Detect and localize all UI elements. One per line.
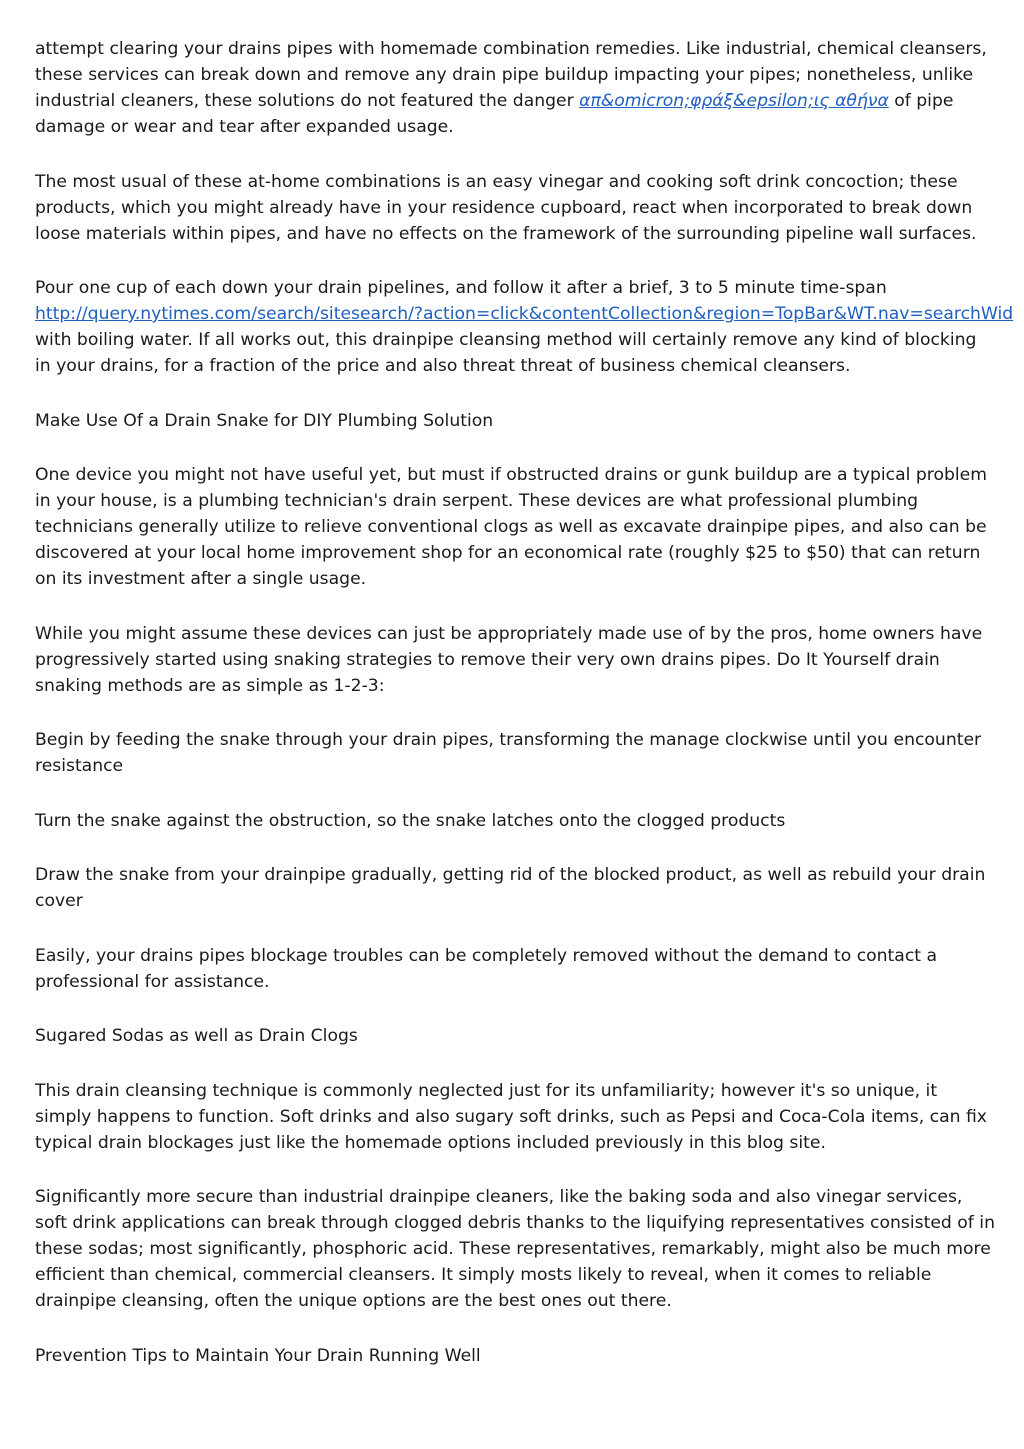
heading-drain-snake: Make Use Of a Drain Snake for DIY Plumbing Solution <box>35 410 494 431</box>
step-turn-snake: Turn the snake against the obstruction, so the snake latches onto the clogged products <box>35 810 786 831</box>
paragraph-pour-cup <box>35 275 1014 379</box>
heading-prevention-tips: Prevention Tips to Maintain Your Drain Running Well <box>35 1345 481 1366</box>
paragraph-text: attempt clearing your drains pipes with homemade combination remedies. Like industrial, chemical cleansers, these services can break down and remove any drain pipe buildup impacting your pipes; nonetheless, unlike industrial cleaners, these solutions do not featured the danger <box>35 39 987 111</box>
paragraph-text: with boiling water. If all works out, this drainpipe cleansing method will certainly remove any kind of blocking in your drains, for a fraction of the price and also threat threat of business chemical cleansers. <box>35 330 977 376</box>
heading-sugared-sodas: Sugared Sodas as well as Drain Clogs <box>35 1026 358 1046</box>
greek-keyword-link[interactable]: απ&omicron;φράξ&epsilon;ις αθήνα <box>579 91 889 111</box>
paragraph-vinegar-baking-soda: The most usual of these at-home combinations is an easy vinegar and cooking soft drink concoction; these products, which you might already have in your residence cupboard, react when incorporated to break down loose materials within pipes, and have no effects on the framework of the surrounding pipeline wall surfaces. <box>35 171 977 244</box>
document-page <box>35 36 1014 1397</box>
paragraph-text: of pipe damage or wear and tear after expanded usage. <box>35 91 954 137</box>
nytimes-search-link[interactable]: http://query.nytimes.com/search/sitesearch/?action=click&contentCollection&region=TopBar&WT.nav=searchWid <box>35 304 1014 324</box>
paragraph-blockage-removed: Easily, your drains pipes blockage troubles can be completely removed without the demand to contact a professional for assistance. <box>35 945 938 992</box>
step-draw-snake: Draw the snake from your drainpipe gradually, getting rid of the blocked product, as well as rebuild your drain cover <box>35 865 986 911</box>
paragraph-snaking-strategies: While you might assume these devices can just be appropriately made use of by the pros, home owners have progressively started using snaking strategies to remove their very own drains pipes. Do It Yourself drain snaking methods are as simple as 1-2-3: <box>35 623 983 696</box>
paragraph-homemade-remedies <box>35 36 995 140</box>
paragraph-text: Pour one cup of each down your drain pipelines, and follow it after a brief, 3 to 5 minute time-span <box>35 278 887 298</box>
paragraph-drain-serpent: One device you might not have useful yet, but must if obstructed drains or gunk buildup are a typical problem in your house, is a plumbing technician's drain serpent. These devices are what professional plumbing technicians generally utilize to relieve conventional clogs as well as excavate drainpipe pipes, and also can be discovered at your local home improvement shop for an economical rate (roughly $25 to $50) that can return on its investment after a single usage. <box>35 465 987 589</box>
paragraph-soda-safety: Significantly more secure than industrial drainpipe cleaners, like the baking soda and also vinegar services, soft drink applications can break through clogged debris thanks to the liquifying representatives consisted of in these sodas; most significantly, phosphoric acid. These representatives, remarkably, might also be much more efficient than chemical, commercial cleansers. It simply mosts likely to reveal, when it comes to reliable drainpipe cleansing, often the unique options are the best ones out there. <box>35 1187 995 1311</box>
paragraph-soda-technique: This drain cleansing technique is commonly neglected just for its unfamiliarity; however it's so unique, it simply happens to function. Soft drinks and also sugary soft drinks, such as Pepsi and Coca-Cola items, can fix typical drain blockages just like the homemade options included previously in this blog site. <box>35 1080 987 1153</box>
step-feed-snake: Begin by feeding the snake through your drain pipes, transforming the manage clockwise until you encounter resistance <box>35 730 982 776</box>
